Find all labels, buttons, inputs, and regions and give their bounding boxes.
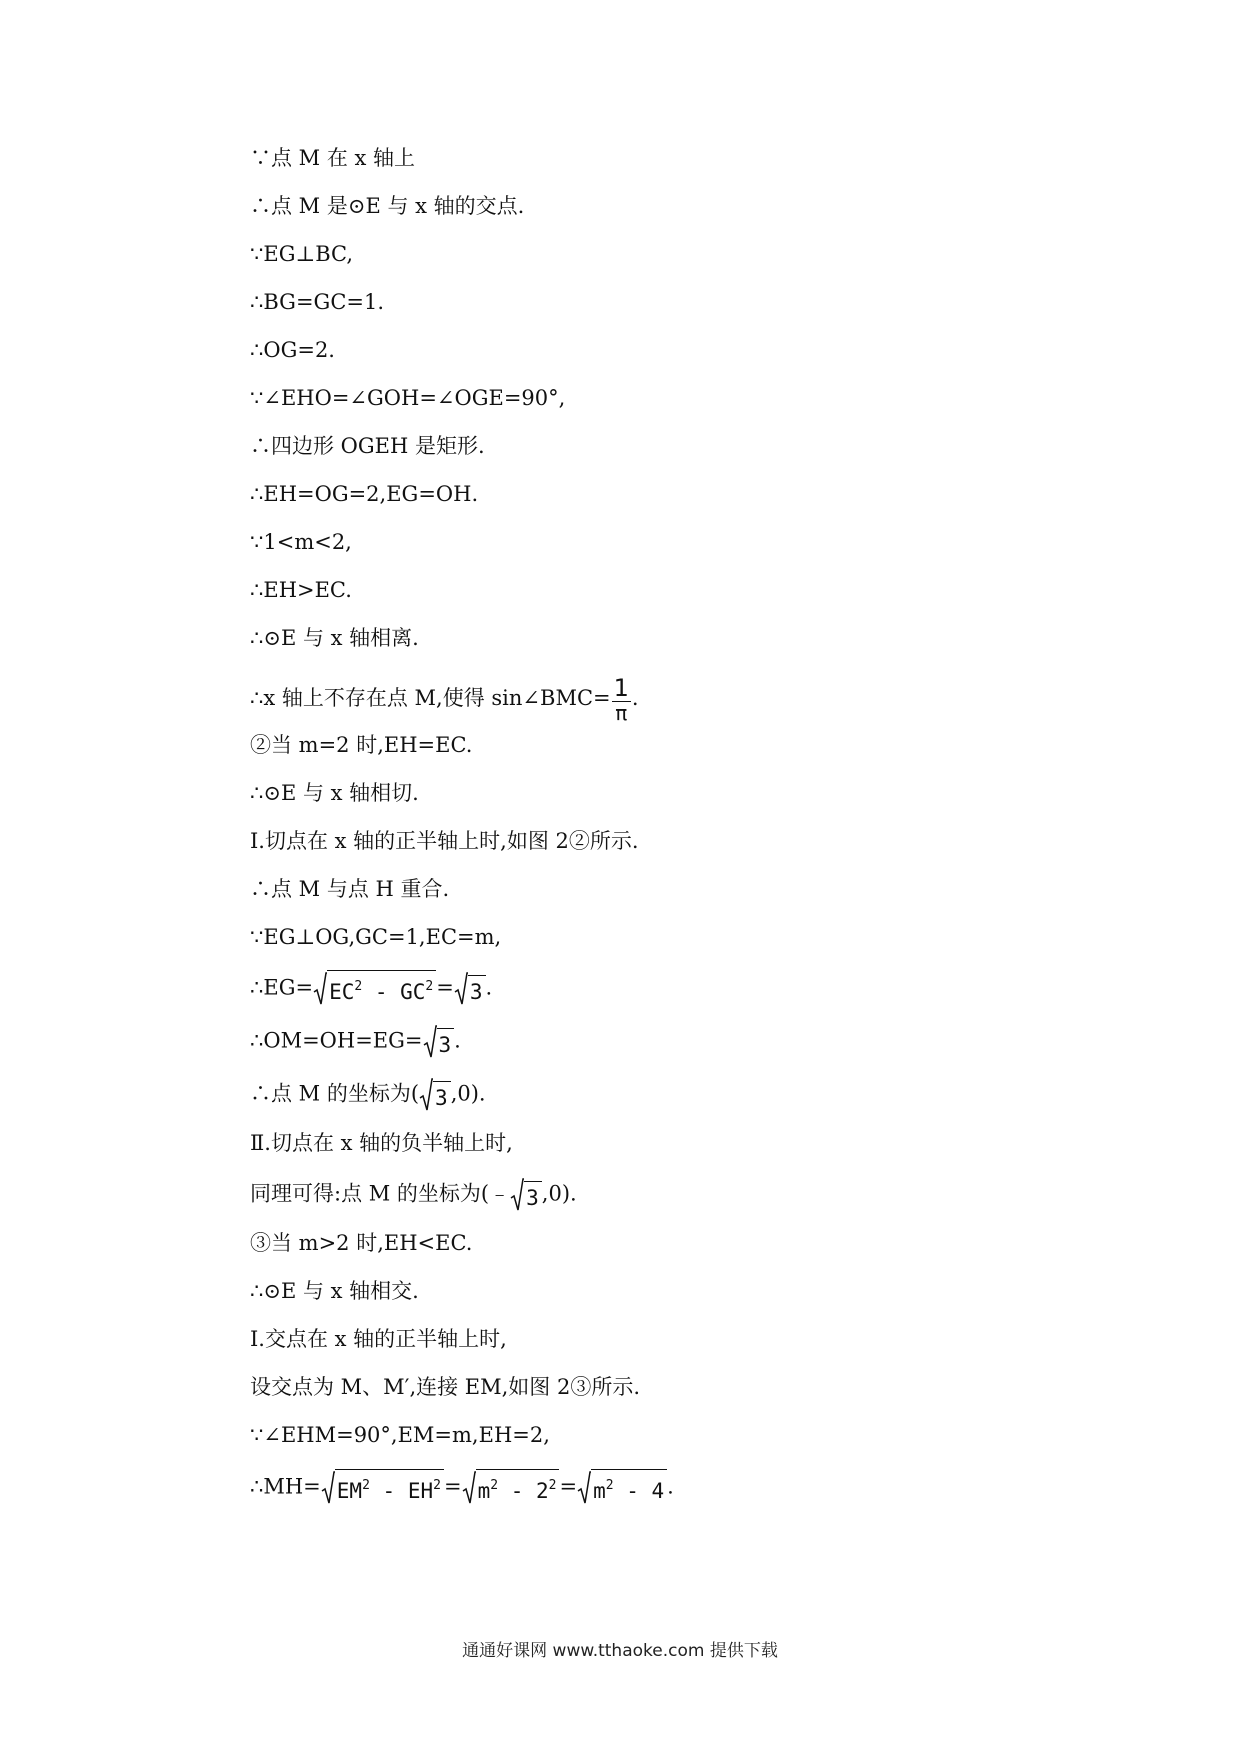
text-line: ∴四边形 OGEH 是矩形.: [250, 434, 485, 458]
footer-watermark: 通通好课网 www.tthaoke.com 提供下载: [462, 1641, 778, 1661]
square-root: $m^2 - 4$: [577, 1471, 667, 1505]
square-root: 3: [510, 1178, 542, 1212]
square-root: $EM^2 - EH^2$: [321, 1471, 444, 1505]
text-line: 设交点为 M、M′,连接 EM,如图 2③所示.: [250, 1375, 641, 1399]
text-line: ∵∠EHO=∠GOH=∠OGE=90°,: [250, 386, 566, 410]
radical-sign-icon: [419, 1078, 433, 1112]
square-root: $m^2 - 2^2$: [462, 1471, 560, 1505]
text-line: ∴⊙E 与 x 轴相切.: [250, 781, 419, 805]
text-line: ∵1<m<2,: [250, 530, 352, 554]
text-line: ∵∠EHM=90°,EM=m,EH=2,: [250, 1423, 550, 1447]
text-line: Ⅱ.切点在 x 轴的负半轴上时,: [250, 1131, 513, 1155]
square-root: 3: [454, 972, 486, 1006]
square-root: $EC^2 - GC^2$: [313, 972, 436, 1006]
text-line: ∴OG=2.: [250, 338, 335, 362]
text-line: ∴OM=OH=EG= 3 .: [250, 1025, 461, 1059]
text-line: ∴⊙E 与 x 轴相离.: [250, 626, 419, 650]
radical-sign-icon: [510, 1178, 524, 1212]
radical-sign-icon: [462, 1471, 476, 1505]
radical-sign-icon: [454, 972, 468, 1006]
text-line: Ⅰ.交点在 x 轴的正半轴上时,: [250, 1327, 507, 1351]
text-line: ∴x 轴上不存在点 M,使得 sin∠BMC= $\frac{1}{\pi}$ .: [250, 674, 639, 725]
text-line: ②当 m=2 时,EH=EC.: [250, 733, 473, 757]
text-line: Ⅰ.切点在 x 轴的正半轴上时,如图 2②所示.: [250, 829, 639, 853]
text-line: ∴⊙E 与 x 轴相交.: [250, 1279, 419, 1303]
radical-sign-icon: [577, 1471, 591, 1505]
text-line: ∵EG⊥BC,: [250, 242, 354, 266]
fraction: $\frac{1}{\pi}$: [613, 674, 629, 725]
text-line: ③当 m>2 时,EH<EC.: [250, 1231, 473, 1255]
square-root: 3: [419, 1078, 451, 1112]
text-line: ∵EG⊥OG,GC=1,EC=m,: [250, 925, 502, 949]
text-line: ∵点 M 在 x 轴上: [250, 146, 416, 170]
text-line: ∴EG= $EC^2 - GC^2$ = 3 .: [250, 972, 492, 1006]
text-line: ∴EH=OG=2,EG=OH.: [250, 482, 479, 506]
radical-sign-icon: [313, 972, 327, 1006]
text-line: 同理可得:点 M 的坐标为(﹣ 3 ,0).: [250, 1178, 577, 1212]
text-line: ∴点 M 的坐标为( 3 ,0).: [250, 1078, 486, 1112]
text-line: ∴点 M 与点 H 重合.: [250, 877, 450, 901]
radical-sign-icon: [321, 1471, 335, 1505]
radical-sign-icon: [423, 1025, 437, 1059]
text-line: ∴MH= $EM^2 - EH^2$ = $m^2 - 2^2$ = $m^2 - 4$ .: [250, 1471, 674, 1505]
text-line: ∴EH>EC.: [250, 578, 352, 602]
text-line: ∴BG=GC=1.: [250, 290, 385, 314]
text-line: ∴点 M 是⊙E 与 x 轴的交点.: [250, 194, 525, 218]
square-root: 3: [423, 1025, 455, 1059]
